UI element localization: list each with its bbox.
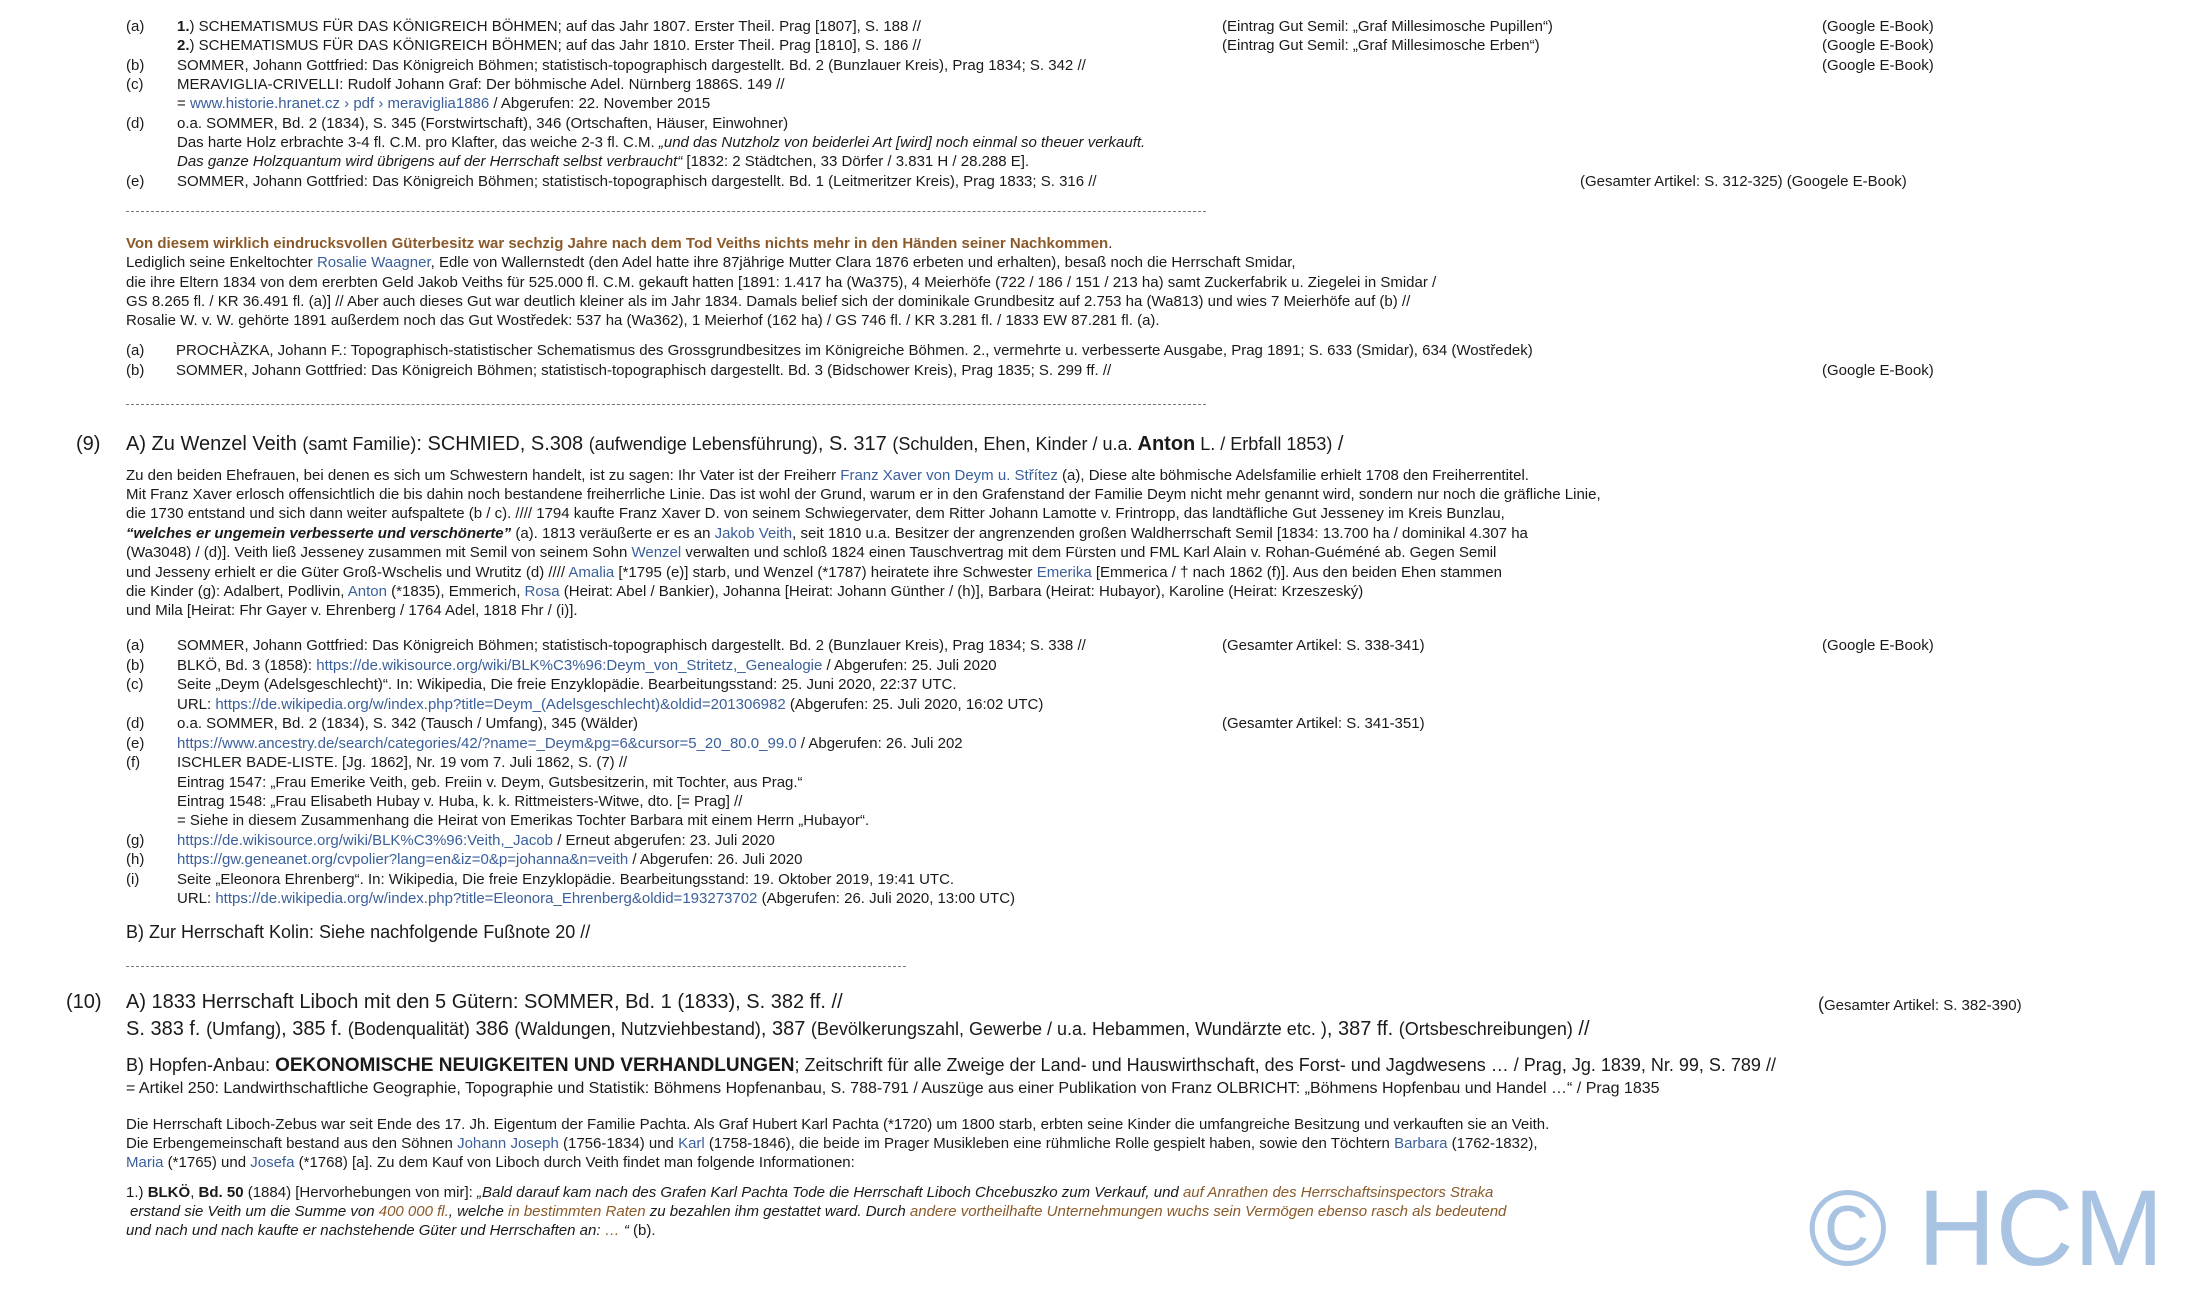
body-line: die Kinder (g): Adalbert, Podlivin, Anton (*1835), Emmerich, Rosa (Heirat: Abel / Bankier), Johanna [Heirat: Johann Günther / (h)], Barbara (Heirat: Hubayor), Karoline (Heirat: Krzeszeský): [126, 583, 1364, 600]
ref-line: 2.) SCHEMATISMUS FÜR DAS KÖNIGREICH BÖHMEN; auf das Jahr 1810. Erster Theil. Prag [1810], S. 186 //: [177, 37, 921, 54]
ref-line: ISCHLER BADE-LISTE. [Jg. 1862], Nr. 19 vom 7. Juli 1862, S. (7) //: [177, 754, 628, 771]
ref-label: (b): [126, 657, 145, 674]
ref-note: (Gesamter Artikel: S. 382-390): [1818, 994, 2022, 1014]
body-line: Die Herrschaft Liboch-Zebus war seit Ende des 17. Jh. Eigentum der Familie Pachta. Als Graf Hubert Karl Pachta (*1720) um 1800 starb, erbten seine Kinder die umfangreiche Besitzung und verkauften sie an Veith.: [126, 1116, 1550, 1133]
ref-line: = www.historie.hranet.cz › pdf › meraviglia1886 / Abgerufen: 22. November 2015: [177, 95, 711, 112]
person-link[interactable]: Jakob Veith: [714, 525, 793, 542]
ref-line: Eintrag 1548: „Frau Elisabeth Hubay v. Huba, k. k. Rittmeisters-Witwe, dto. [= Prag] //: [177, 793, 743, 810]
ref-label: (g): [126, 832, 145, 849]
ref-line: URL: https://de.wikipedia.org/w/index.php?title=Eleonora_Ehrenberg&oldid=193273702 (Abgerufen: 26. Juli 2020, 13:00 UTC): [177, 890, 1016, 907]
ref-line: Das harte Holz erbrachte 3-4 fl. C.M. pro Klafter, das weiche 2-3 fl. C.M. „und das Nutzholz von beiderlei Art [wird] noch einmal so theuer verkauft.: [177, 134, 1146, 151]
ref-source: (Google E-Book): [1822, 37, 1934, 54]
ref-label: (i): [126, 871, 140, 888]
body-line: die ihre Eltern 1834 von dem ererbten Geld Jakob Veiths für 525.000 fl. C.M. gekauft hatten [1891: 1.417 ha (Wa375), 4 Meierhöfe (722 / 186 / 151 / 213 ha) samt Zuckerfabrik u. Ziegelei in Smidar /: [126, 274, 1437, 291]
footnote-heading: A) Zu Wenzel Veith (samt Familie): SCHMIED, S.308 (aufwendige Lebensführung), S. 317 (Schulden, Ehen, Kinder / u.a. Anton L. / Erbfall 1853) /: [126, 433, 1344, 455]
footnote-subheading: B) Zur Herrschaft Kolin: Siehe nachfolgende Fußnote 20 //: [126, 922, 591, 942]
quote-line: 1.) BLKÖ, Bd. 50 (1884) [Hervorhebungen von mir]: „Bald darauf kam nach des Grafen Karl Pachta Tode die Herrschaft Liboch Chcebuszko zum Verkauf, und auf Anrathen des Herrschaftsinspectors Straka: [126, 1184, 1494, 1201]
body-line: und Jesseny erhielt er die Güter Groß-Wschelis und Wrutitz (d) //// Amalia [*1795 (e)] starb, und Wenzel (*1787) heiratete ihre Schwester Emerika [Emmerica / † nach 1862 (f)]. Aus den beiden Ehen stammen: [126, 564, 1502, 581]
ref-line: https://gw.geneanet.org/cvpolier?lang=en&iz=0&p=johanna&n=veith / Abgerufen: 26. Juli 2020: [177, 851, 803, 868]
person-link[interactable]: Karl: [678, 1135, 705, 1152]
ref-line: 1.) SCHEMATISMUS FÜR DAS KÖNIGREICH BÖHMEN; auf das Jahr 1807. Erster Theil. Prag [1807], S. 188 //: [177, 18, 921, 35]
person-link[interactable]: Barbara: [1394, 1135, 1448, 1152]
web-link[interactable]: https://de.wikisource.org/wiki/BLK%C3%96:Veith,_Jacob: [177, 832, 554, 849]
ref-line: URL: https://de.wikipedia.org/w/index.php?title=Deym_(Adelsgeschlecht)&oldid=201306982 (Abgerufen: 25. Juli 2020, 16:02 UTC): [177, 696, 1044, 713]
body-line: “welches er ungemein verbesserte und verschönerte” (a). 1813 veräußerte er es an Jakob Veith, seit 1810 u.a. Besitzer der angrenzenden großen Waldherrschaft Semil [1834: 13.700 ha / dominikal 4.307 ha: [126, 525, 1528, 542]
ref-line: https://de.wikisource.org/wiki/BLK%C3%96:Veith,_Jacob / Erneut abgerufen: 23. Juli 2020: [177, 832, 775, 849]
ref-line: Eintrag 1547: „Frau Emerike Veith, geb. Freiin v. Deym, Gutsbesitzerin, mit Tochter, aus Prag.“: [177, 774, 803, 791]
person-link[interactable]: Franz Xaver von Deym u. Střítez: [840, 467, 1058, 484]
web-link[interactable]: https://gw.geneanet.org/cvpolier?lang=en&iz=0&p=johanna&n=veith: [177, 851, 629, 868]
ref-label: (c): [126, 676, 144, 693]
ref-line: https://www.ancestry.de/search/categories/42/?name=_Deym&pg=6&cursor=5_20_80.0_99.0 / Abgerufen: 26. Juli 202: [177, 735, 963, 752]
footnote-number: (10): [66, 991, 102, 1013]
ref-line: Seite „Eleonora Ehrenberg“. In: Wikipedia, Die freie Enzyklopädie. Bearbeitungsstand: 19. Oktober 2019, 19:41 UTC.: [177, 871, 955, 888]
body-line: Lediglich seine Enkeltochter Rosalie Waagner, Edle von Wallernstedt (den Adel hatte ihre 87jährige Mutter Clara 1876 erbeten und erhalten), besaß noch die Herrschaft Smidar,: [126, 254, 1296, 271]
body-line: Rosalie W. v. W. gehörte 1891 außerdem noch das Gut Wostředek: 537 ha (Wa362), 1 Meierhof (162 ha) / GS 746 fl. / KR 3.281 fl. / 1833 EW 87.281 fl. (a).: [126, 312, 1160, 329]
ref-line: SOMMER, Johann Gottfried: Das Königreich Böhmen; statistisch-topographisch dargestellt. Bd. 2 (Bunzlauer Kreis), Prag 1834; S. 338 //: [177, 637, 1086, 654]
ref-source: (Google E-Book): [1822, 362, 1934, 379]
web-link[interactable]: www.historie.hranet.cz › pdf › meraviglia1886: [189, 95, 490, 112]
ref-line: SOMMER, Johann Gottfried: Das Königreich Böhmen; statistisch-topographisch dargestellt. Bd. 3 (Bidschower Kreis), Prag 1835; S. 299 ff. //: [176, 362, 1112, 379]
ref-note: (Gesamter Artikel: S. 341-351): [1222, 715, 1425, 732]
web-link[interactable]: https://de.wikipedia.org/w/index.php?title=Eleonora_Ehrenberg&oldid=193273702: [215, 890, 758, 907]
ref-label: (a): [126, 342, 145, 359]
ref-note: (Eintrag Gut Semil: „Graf Millesimosche Erben“): [1222, 37, 1540, 54]
web-link[interactable]: https://de.wikipedia.org/w/index.php?title=Deym_(Adelsgeschlecht)&oldid=201306982: [215, 696, 786, 713]
ref-line: BLKÖ, Bd. 3 (1858): https://de.wikisource.org/wiki/BLK%C3%96:Deym_von_Stritetz,_Genealogie / Abgerufen: 25. Juli 2020: [177, 657, 997, 674]
ref-label: (a): [126, 637, 145, 654]
ref-label: (b): [126, 362, 145, 379]
body-line: = Artikel 250: Landwirthschaftliche Geographie, Topographie und Statistik: Böhmens Hopfenanbau, S. 788-791 / Auszüge aus einer Publikation von Franz OLBRICHT: „Böhmens Hopfenbau und Handel …“ / Prag 1835: [126, 1080, 1660, 1097]
ref-label: (a): [126, 18, 145, 35]
person-link[interactable]: Emerika: [1036, 564, 1092, 581]
ref-source: (Google E-Book): [1822, 637, 1934, 654]
body-line: und Mila [Heirat: Fhr Gayer v. Ehrenberg / 1764 Adel, 1818 Fhr / (i)].: [126, 602, 578, 619]
ref-label: (d): [126, 115, 145, 132]
web-link[interactable]: https://de.wikisource.org/wiki/BLK%C3%96:Deym_von_Stritetz,_Genealogie: [316, 657, 823, 674]
ref-line: SOMMER, Johann Gottfried: Das Königreich Böhmen; statistisch-topographisch dargestellt. Bd. 1 (Leitmeritzer Kreis), Prag 1833; S. 316 //: [177, 173, 1097, 190]
ref-line: PROCHÀZKA, Johann F.: Topographisch-statistischer Schematismus des Grossgrundbesitzes im Königreiche Böhmen. 2., vermehrte u. verbesserte Ausgabe, Prag 1891; S. 633 (Smidar), 634 (Wostředek): [176, 342, 1533, 359]
body-line: Mit Franz Xaver erlosch offensichtlich die bis dahin noch bestandene freiherrliche Linie. Das ist wohl der Grund, warum er in den Grafenstand der Familie Deym nicht mehr genannt wird, sondern nur noch die gräfliche Linie,: [126, 486, 1601, 503]
copyright-watermark: © HCM: [1808, 1167, 2164, 1288]
body-line: Zu den beiden Ehefrauen, bei denen es sich um Schwestern handelt, ist zu sagen: Ihr Vater ist der Freiherr Franz Xaver von Deym u. Střítez (a), Diese alte böhmische Adelsfamilie erhielt 1708 den Freiherrentitel.: [126, 467, 1529, 484]
quote-line: und nach und nach kaufte er nachstehende Güter und Herrschaften an: … “ (b).: [126, 1222, 656, 1239]
ref-line: o.a. SOMMER, Bd. 2 (1834), S. 345 (Forstwirtschaft), 346 (Ortschaften, Häuser, Einwohner): [177, 115, 789, 132]
person-link[interactable]: Amalia: [568, 564, 615, 581]
person-link[interactable]: Rosa: [524, 583, 560, 600]
ref-label: (e): [126, 173, 145, 190]
ref-line: o.a. SOMMER, Bd. 2 (1834), S. 342 (Tausch / Umfang), 345 (Wälder): [177, 715, 639, 732]
person-link[interactable]: Maria: [126, 1154, 164, 1171]
ref-label: (d): [126, 715, 145, 732]
ref-label: (c): [126, 76, 144, 93]
person-link[interactable]: Josefa: [250, 1154, 295, 1171]
footnote-heading: A) 1833 Herrschaft Liboch mit den 5 Gütern: SOMMER, Bd. 1 (1833), S. 382 ff. //: [126, 991, 843, 1013]
web-link[interactable]: https://www.ancestry.de/search/categories/42/?name=_Deym&pg=6&cursor=5_20_80.0_99.0: [177, 735, 797, 752]
ref-source: (Gesamter Artikel: S. 312-325) (Googele E-Book): [1580, 173, 1907, 190]
footnote-number: (9): [76, 433, 101, 455]
footnote-heading: S. 383 f. (Umfang), 385 f. (Bodenqualität) 386 (Waldungen, Nutzviehbestand), 387 (Bevölkerungszahl, Gewerbe / u.a. Hebammen, Wundärzte etc. ), 387 ff. (Ortsbeschreibungen) //: [126, 1018, 1590, 1040]
ref-line: Das ganze Holzquantum wird übrigens auf der Herrschaft selbst verbraucht“ [1832: 2 Städtchen, 33 Dörfer / 3.831 H / 28.288 E].: [177, 153, 1030, 170]
footnote-heading: B) Hopfen-Anbau: OEKONOMISCHE NEUIGKEITEN UND VERHANDLUNGEN; Zeitschrift für alle Zweige der Land- und Hauswirthschaft, des Forst- und Jagdwesens … / Prag, Jg. 1839, Nr. 99, S. 789 //: [126, 1055, 1776, 1076]
ref-line: Seite „Deym (Adelsgeschlecht)“. In: Wikipedia, Die freie Enzyklopädie. Bearbeitungsstand: 25. Juni 2020, 22:37 UTC.: [177, 676, 957, 693]
ref-label: (b): [126, 57, 145, 74]
divider: [126, 966, 906, 967]
divider: [126, 211, 1206, 212]
body-line: Maria (*1765) und Josefa (*1768) [a]. Zu dem Kauf von Liboch durch Veith findet man folgende Informationen:: [126, 1154, 855, 1171]
ref-label: (f): [126, 754, 141, 771]
ref-source: (Google E-Book): [1822, 18, 1934, 35]
ref-note: (Eintrag Gut Semil: „Graf Millesimosche Pupillen“): [1222, 18, 1553, 35]
ref-label: (e): [126, 735, 145, 752]
body-line: die 1730 entstand und sich dann weiter aufspaltete (b / c). //// 1794 kaufte Franz Xaver D. von seinem Schwiegervater, dem Ritter Johann Lamotte v. Frintropp, das landtäfliche Gut Jesseney im Kreis Bunzlau,: [126, 505, 1505, 522]
ref-line: MERAVIGLIA-CRIVELLI: Rudolf Johann Graf: Der böhmische Adel. Nürnberg 1886S. 149 //: [177, 76, 785, 93]
person-link[interactable]: Wenzel: [631, 544, 682, 561]
divider: [126, 404, 1206, 405]
person-link[interactable]: Johann Joseph: [457, 1135, 559, 1152]
body-line: GS 8.265 fl. / KR 36.491 fl. (a)] // Aber auch dieses Gut war deutlich kleiner als im Jahr 1834. Damals belief sich der dominikale Grundbesitz auf 2.753 ha (Wa813) und wies 7 Meierhöfe auf (b) //: [126, 293, 1411, 310]
ref-source: (Google E-Book): [1822, 57, 1934, 74]
ref-label: (h): [126, 851, 145, 868]
body-line: (Wa3048) / (d)]. Veith ließ Jesseney zusammen mit Semil von seinem Sohn Wenzel verwalten und schloß 1824 einen Tauschvertrag mit dem Fürsten und FML Karl Alain v. Rohan-Guéméné ab. Gegen Semil: [126, 544, 1497, 561]
body-line: Die Erbengemeinschaft bestand aus den Söhnen Johann Joseph (1756-1834) und Karl (1758-1846), die beide im Prager Musikleben eine rühmliche Rolle gespielt haben, sowie den Töchtern Barbara (1762-1832),: [126, 1135, 1538, 1152]
ref-note: (Gesamter Artikel: S. 338-341): [1222, 637, 1425, 654]
section-heading: Von diesem wirklich eindrucksvollen Güterbesitz war sechzig Jahre nach dem Tod Veiths nichts mehr in den Händen seiner Nachkommen.: [126, 235, 1113, 252]
quote-line: erstand sie Veith um die Summe von 400 000 fl., welche in bestimmten Raten zu bezahlen ihm gestattet ward. Durch andere vortheilhafte Unternehmungen wuchs sein Vermögen ebenso rasch als bedeutend: [130, 1203, 1507, 1220]
person-link[interactable]: Rosalie Waagner: [316, 254, 431, 271]
ref-line: SOMMER, Johann Gottfried: Das Königreich Böhmen; statistisch-topographisch dargestellt. Bd. 2 (Bunzlauer Kreis), Prag 1834; S. 342 //: [177, 57, 1086, 74]
ref-line: = Siehe in diesem Zusammenhang die Heirat von Emerikas Tochter Barbara mit einem Herrn „Hubayor“.: [177, 812, 870, 829]
person-link[interactable]: Anton: [347, 583, 387, 600]
